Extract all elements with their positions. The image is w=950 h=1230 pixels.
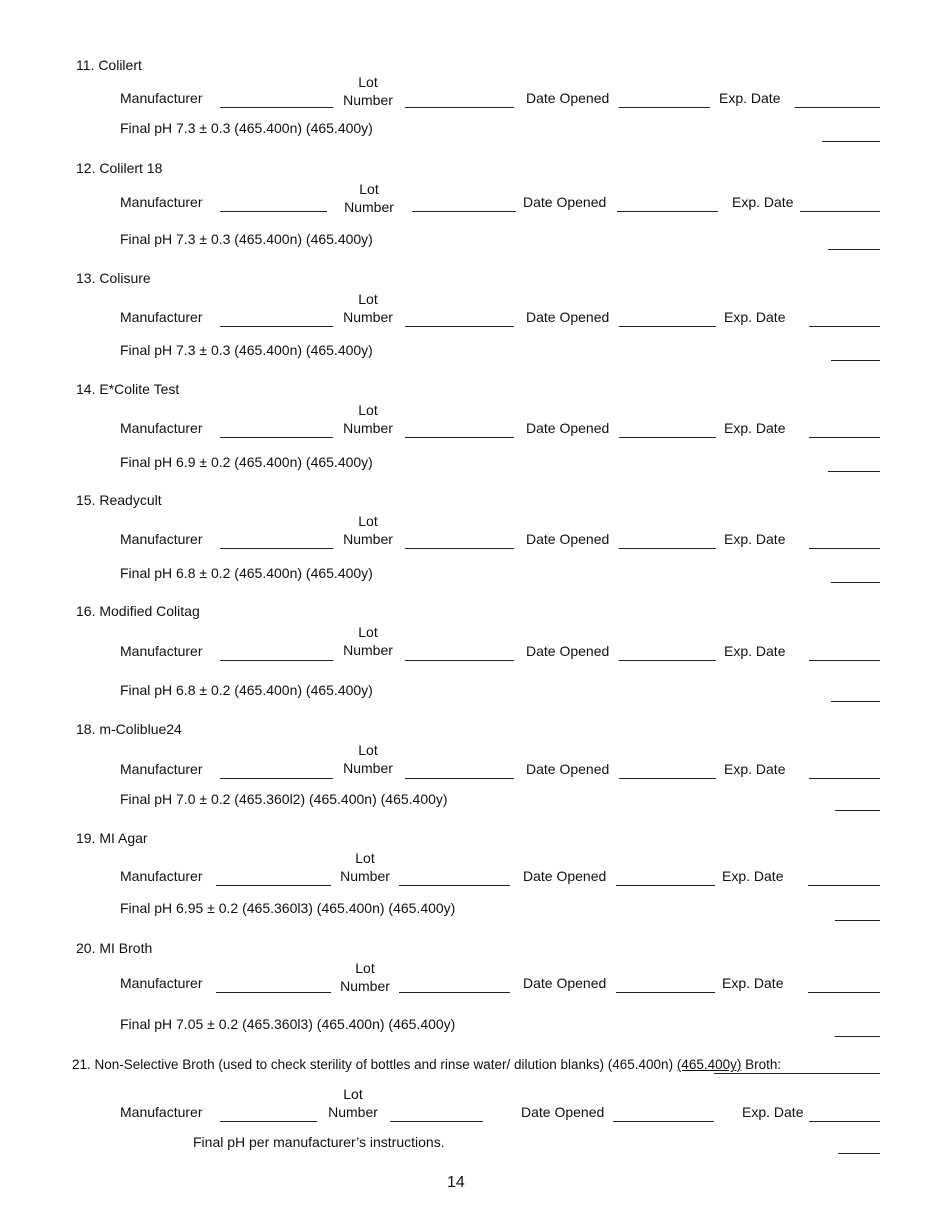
manufacturer-label: Manufacturer xyxy=(120,90,203,106)
lot-number-field[interactable] xyxy=(399,992,510,993)
manufacturer-field[interactable] xyxy=(220,1121,317,1122)
lot-number-field[interactable] xyxy=(405,660,514,661)
date-opened-label: Date Opened xyxy=(526,90,610,106)
number-label: Number xyxy=(343,92,393,108)
manufacturer-field[interactable] xyxy=(220,107,333,108)
manufacturer-label: Manufacturer xyxy=(120,975,203,991)
date-opened-label: Date Opened xyxy=(521,1104,605,1120)
lot-label: Lot xyxy=(358,402,378,418)
lot-label: Lot xyxy=(355,960,375,976)
manufacturer-field[interactable] xyxy=(216,992,331,993)
item-21-title-a: 21. Non-Selective Broth (used to check sterility of bottles and rinse water/ dilution blanks) (465.400n) xyxy=(72,1057,677,1072)
date-opened-field[interactable] xyxy=(617,211,718,212)
manufacturer-label: Manufacturer xyxy=(120,420,203,436)
final-ph-field[interactable] xyxy=(835,810,880,811)
number-label: Number xyxy=(328,1104,378,1120)
manufacturer-label: Manufacturer xyxy=(120,194,203,210)
exp-date-label: Exp. Date xyxy=(732,194,794,210)
exp-date-field[interactable] xyxy=(809,326,880,327)
final-ph-field[interactable] xyxy=(838,1153,880,1154)
number-label: Number xyxy=(343,642,393,658)
manufacturer-field[interactable] xyxy=(216,885,331,886)
final-ph-text: Final pH 7.3 ± 0.3 (465.400n) (465.400y) xyxy=(120,231,373,247)
lot-number-field[interactable] xyxy=(390,1121,483,1122)
lot-label: Lot xyxy=(358,513,378,529)
lot-label: Lot xyxy=(358,624,378,640)
exp-date-field[interactable] xyxy=(809,660,880,661)
exp-date-field[interactable] xyxy=(808,885,880,886)
lot-number-label xyxy=(313,1085,393,1121)
exp-date-label: Exp. Date xyxy=(722,868,784,884)
item-title: 14. E*Colite Test xyxy=(76,381,180,397)
item-title: 16. Modified Colitag xyxy=(76,603,200,619)
date-opened-label: Date Opened xyxy=(523,868,607,884)
lot-number-field[interactable] xyxy=(405,778,514,779)
manufacturer-field[interactable] xyxy=(220,211,327,212)
exp-date-label: Exp. Date xyxy=(742,1104,804,1120)
final-ph-text: Final pH 7.0 ± 0.2 (465.360l2) (465.400n) (465.400y) xyxy=(120,791,448,807)
number-label: Number xyxy=(343,531,393,547)
manufacturer-label: Manufacturer xyxy=(120,531,203,547)
date-opened-label: Date Opened xyxy=(523,194,607,210)
manufacturer-label: Manufacturer xyxy=(120,643,203,659)
lot-number-label xyxy=(325,849,405,885)
date-opened-label: Date Opened xyxy=(523,975,607,991)
manufacturer-field[interactable] xyxy=(220,778,333,779)
item-21-title-b: (465.400y) xyxy=(676,1057,742,1072)
final-ph-field[interactable] xyxy=(831,360,880,361)
date-opened-label: Date Opened xyxy=(526,643,610,659)
final-ph-field[interactable] xyxy=(828,471,880,472)
final-ph-field[interactable] xyxy=(831,701,880,702)
exp-date-label: Exp. Date xyxy=(724,643,786,659)
final-ph-field[interactable] xyxy=(822,141,880,142)
final-ph-text: Final pH 7.05 ± 0.2 (465.360l3) (465.400n) (465.400y) xyxy=(120,1016,456,1032)
final-ph-field[interactable] xyxy=(828,249,880,250)
lot-label: Lot xyxy=(343,1086,363,1102)
lot-number-field[interactable] xyxy=(405,437,514,438)
lot-number-label xyxy=(328,741,408,777)
manufacturer-field[interactable] xyxy=(220,326,333,327)
exp-date-field[interactable] xyxy=(808,992,880,993)
item-21-title xyxy=(72,1057,781,1073)
exp-date-label: Exp. Date xyxy=(724,420,786,436)
item-21-title-line[interactable] xyxy=(714,1073,880,1074)
manufacturer-field[interactable] xyxy=(220,660,333,661)
final-ph-text: Final pH 6.95 ± 0.2 (465.360l3) (465.400n) (465.400y) xyxy=(120,900,456,916)
lot-number-field[interactable] xyxy=(412,211,516,212)
manufacturer-field[interactable] xyxy=(220,437,333,438)
final-ph-field[interactable] xyxy=(835,920,880,921)
date-opened-field[interactable] xyxy=(613,1121,714,1122)
number-label: Number xyxy=(344,199,394,215)
manufacturer-label: Manufacturer xyxy=(120,868,203,884)
lot-number-label xyxy=(328,512,408,548)
item-title: 18. m-Coliblue24 xyxy=(76,721,182,737)
final-ph-text: Final pH 7.3 ± 0.3 (465.400n) (465.400y) xyxy=(120,120,373,136)
lot-number-label xyxy=(328,623,408,659)
number-label: Number xyxy=(340,868,390,884)
final-ph-text: Final pH per manufacturer’s instructions. xyxy=(193,1134,445,1150)
date-opened-field[interactable] xyxy=(619,660,716,661)
lot-label: Lot xyxy=(358,291,378,307)
lot-label: Lot xyxy=(358,74,378,90)
exp-date-label: Exp. Date xyxy=(724,309,786,325)
final-ph-text: Final pH 6.9 ± 0.2 (465.400n) (465.400y) xyxy=(120,454,373,470)
number-label: Number xyxy=(340,978,390,994)
date-opened-label: Date Opened xyxy=(526,531,610,547)
exp-date-field[interactable] xyxy=(795,107,880,108)
item-21-title-c: Broth: xyxy=(741,1057,782,1072)
final-ph-field[interactable] xyxy=(831,582,880,583)
manufacturer-field[interactable] xyxy=(220,548,333,549)
number-label: Number xyxy=(343,420,393,436)
item-title: 11. Colilert xyxy=(76,57,142,73)
date-opened-field[interactable] xyxy=(619,437,716,438)
exp-date-field[interactable] xyxy=(800,211,880,212)
final-ph-text: Final pH 7.3 ± 0.3 (465.400n) (465.400y) xyxy=(120,342,373,358)
item-title: 13. Colisure xyxy=(76,270,151,286)
lot-number-label xyxy=(328,73,408,109)
exp-date-field[interactable] xyxy=(809,548,880,549)
date-opened-field[interactable] xyxy=(619,778,716,779)
number-label: Number xyxy=(343,760,393,776)
lot-number-label xyxy=(325,959,405,995)
final-ph-field[interactable] xyxy=(835,1036,880,1037)
lot-label: Lot xyxy=(358,742,378,758)
date-opened-label: Date Opened xyxy=(526,309,610,325)
manufacturer-label: Manufacturer xyxy=(120,761,203,777)
exp-date-label: Exp. Date xyxy=(722,975,784,991)
exp-date-label: Exp. Date xyxy=(719,90,781,106)
lot-number-label xyxy=(328,290,408,326)
exp-date-field[interactable] xyxy=(809,1121,880,1122)
final-ph-text: Final pH 6.8 ± 0.2 (465.400n) (465.400y) xyxy=(120,565,373,581)
lot-number-label xyxy=(328,401,408,437)
lot-number-label xyxy=(329,180,409,216)
manufacturer-label: Manufacturer xyxy=(120,1104,203,1120)
exp-date-field[interactable] xyxy=(809,437,880,438)
lot-label: Lot xyxy=(355,850,375,866)
number-label: Number xyxy=(343,309,393,325)
exp-date-label: Exp. Date xyxy=(724,531,786,547)
lot-number-field[interactable] xyxy=(399,885,510,886)
exp-date-label: Exp. Date xyxy=(724,761,786,777)
date-opened-field[interactable] xyxy=(619,107,710,108)
lot-number-field[interactable] xyxy=(405,548,514,549)
date-opened-field[interactable] xyxy=(619,548,716,549)
date-opened-label: Date Opened xyxy=(526,761,610,777)
page-number: 14 xyxy=(447,1174,465,1191)
final-ph-text: Final pH 6.8 ± 0.2 (465.400n) (465.400y) xyxy=(120,682,373,698)
item-title: 20. MI Broth xyxy=(76,940,153,956)
date-opened-field[interactable] xyxy=(616,992,715,993)
lot-number-field[interactable] xyxy=(405,107,514,108)
lot-label: Lot xyxy=(359,181,379,197)
exp-date-field[interactable] xyxy=(809,778,880,779)
lot-number-field[interactable] xyxy=(405,326,514,327)
item-title: 19. MI Agar xyxy=(76,830,148,846)
date-opened-field[interactable] xyxy=(616,885,715,886)
manufacturer-label: Manufacturer xyxy=(120,309,203,325)
date-opened-label: Date Opened xyxy=(526,420,610,436)
date-opened-field[interactable] xyxy=(619,326,716,327)
item-title: 12. Colilert 18 xyxy=(76,160,163,176)
item-title: 15. Readycult xyxy=(76,492,162,508)
